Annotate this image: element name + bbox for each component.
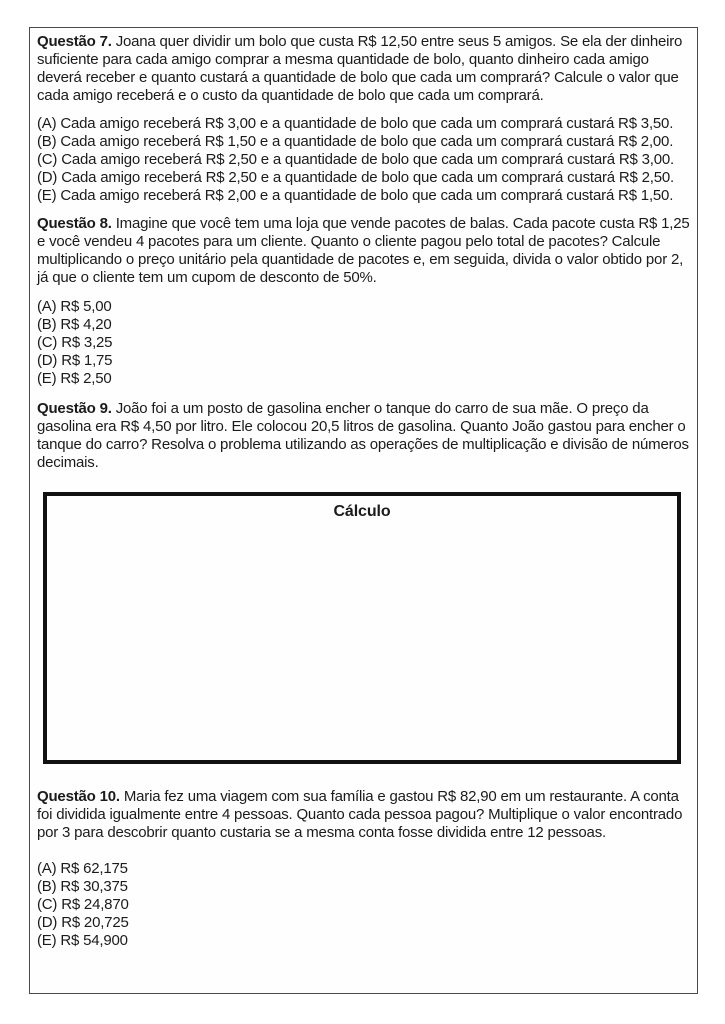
- option-line: (C) R$ 3,25: [37, 334, 113, 351]
- question-7-section: [37, 33, 691, 205]
- options-list: [37, 115, 691, 205]
- question-label: Questão 7.: [37, 33, 112, 50]
- option-line: (D) R$ 1,75: [37, 352, 113, 369]
- question-label: Questão 10.: [37, 788, 120, 805]
- question-paragraph: [37, 400, 691, 472]
- question-text: Maria fez uma viagem com sua família e gastou R$ 82,90 em um restaurante. A conta foi dividida igualmente entre 4 pessoas. Quanto cada pessoa pagou? Multiplique o valor encontrado por 3 para descobrir quanto custaria se a mesma conta fosse dividida entre 12 pessoas.: [37, 788, 683, 841]
- options-list: [37, 298, 691, 388]
- question-10-section: [37, 788, 691, 950]
- option-line: (B) R$ 30,375: [37, 878, 128, 895]
- option-line: (D) Cada amigo receberá R$ 2,50 e a quantidade de bolo que cada um comprará custará R$ 2,50.: [37, 169, 674, 186]
- question-text: João foi a um posto de gasolina encher o tanque do carro de sua mãe. O preço da gasolina era R$ 4,50 por litro. Ele colocou 20,5 litros de gasolina. Quanto João gastou para encher o tanque do carro? Resolva o problema utilizando as operações de multiplicação e divisão de números decimais.: [37, 400, 689, 471]
- calc-box-title: Cálculo: [333, 503, 391, 520]
- option-line: (A) R$ 5,00: [37, 298, 112, 315]
- option-line: (E) R$ 54,900: [37, 932, 128, 949]
- page-border: [29, 27, 698, 994]
- question-paragraph: [37, 215, 691, 287]
- option-line: (B) Cada amigo receberá R$ 1,50 e a quantidade de bolo que cada um comprará custará R$ 2,00.: [37, 133, 674, 150]
- option-line: (D) R$ 20,725: [37, 914, 129, 931]
- calc-box: [43, 492, 681, 764]
- option-line: (E) R$ 2,50: [37, 370, 112, 387]
- question-text: Joana quer dividir um bolo que custa R$ 12,50 entre seus 5 amigos. Se ela der dinheiro suficiente para cada amigo comprar a mesma quantidade de bolo, quanto dinheiro cada amigo deverá receber e quanto custará a quantidade de bolo que cada um comprará? Calcule o valor que cada amigo receberá e o custo da quantidade de bolo que cada um comprará.: [37, 33, 683, 104]
- question-8-section: [37, 215, 691, 388]
- question-paragraph: [37, 33, 691, 105]
- page-content: [30, 28, 697, 950]
- question-paragraph: [37, 788, 691, 842]
- question-label: Questão 8.: [37, 215, 112, 232]
- option-line: (A) Cada amigo receberá R$ 3,00 e a quantidade de bolo que cada um comprará custará R$ 3,50.: [37, 115, 674, 132]
- option-line: (A) R$ 62,175: [37, 860, 128, 877]
- option-line: (C) R$ 24,870: [37, 896, 129, 913]
- option-line: (E) Cada amigo receberá R$ 2,00 e a quantidade de bolo que cada um comprará custará R$ 1,50.: [37, 187, 674, 204]
- question-9-section: [37, 400, 691, 764]
- question-text: Imagine que você tem uma loja que vende pacotes de balas. Cada pacote custa R$ 1,25 e você vendeu 4 pacotes para um cliente. Quanto o cliente pagou pelo total de pacotes? Calcule multiplicando o preço unitário pela quantidade de pacotes e, em seguida, divida o valor obtido por 2, já que o cliente tem um cupom de desconto de 50%.: [37, 215, 690, 286]
- options-list: [37, 860, 691, 950]
- option-line: (C) Cada amigo receberá R$ 2,50 e a quantidade de bolo que cada um comprará custará R$ 3,00.: [37, 151, 674, 168]
- question-label: Questão 9.: [37, 400, 112, 417]
- option-line: (B) R$ 4,20: [37, 316, 112, 333]
